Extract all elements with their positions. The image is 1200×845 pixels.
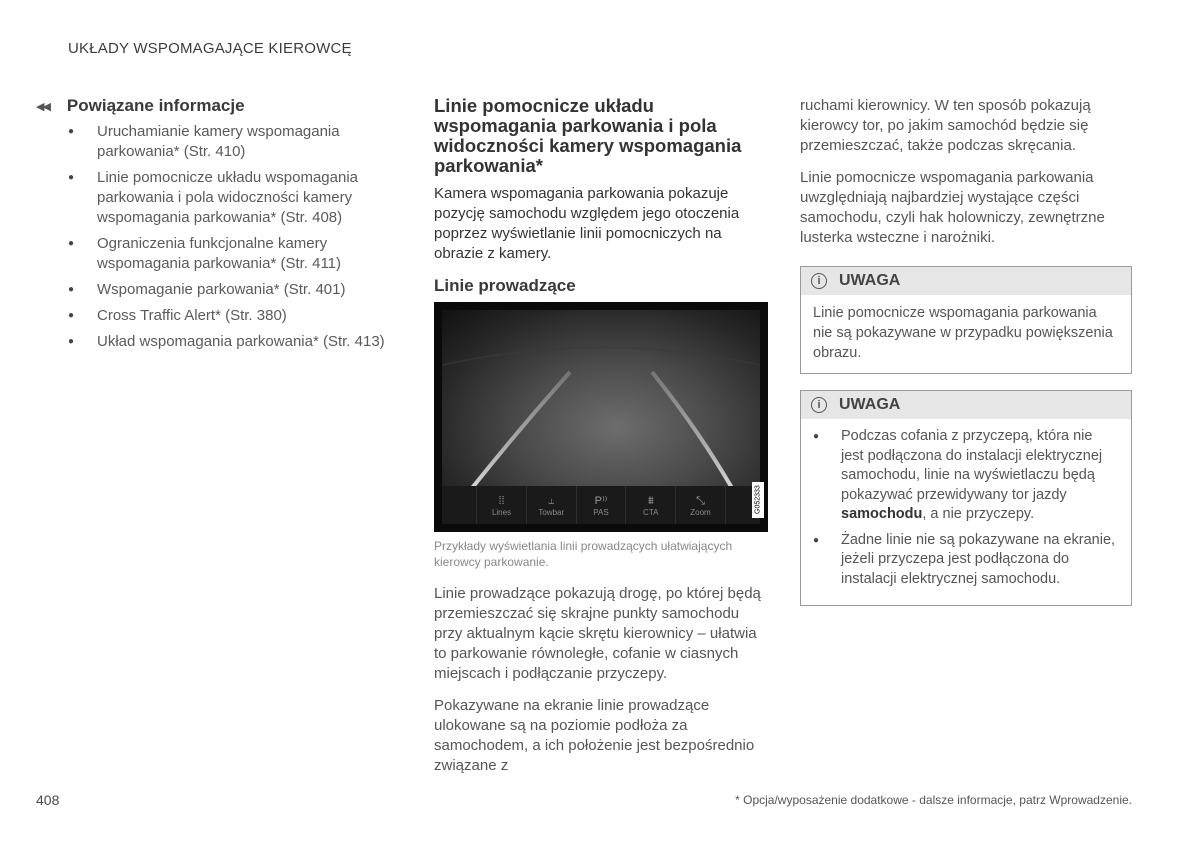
article-column bbox=[434, 96, 768, 788]
camera-button-label: Lines bbox=[491, 507, 512, 517]
double-chevron-left-icon[interactable]: ◀◀ bbox=[36, 100, 49, 113]
lines-icon: ⁞⁞ bbox=[498, 494, 505, 507]
article-paragraph: Pokazywane na ekranie linie prowadzące ulokowane są na poziomie podłoża za samochodem, a ich położenie jest bezpośrednio związane z bbox=[434, 697, 755, 774]
note-list bbox=[813, 427, 1119, 589]
article-paragraph: ruchami kierownicy. W ten sposób pokazują kierowcy tor, po jakim samochód będzie się przemieszczać, także podczas skręcania. bbox=[800, 97, 1091, 154]
camera-zoom-button[interactable] bbox=[675, 486, 725, 524]
related-link[interactable]: ● Cross Traffic Alert* (Str. 380) bbox=[68, 306, 396, 326]
article-intro: Kamera wspomagania parkowania pokazuje pozycję samochodu względem jego otoczenia poprzez wyświetlanie linii pomocniczych na obrazie z kamery. bbox=[434, 185, 740, 262]
related-info-column bbox=[36, 96, 396, 358]
image-caption: Przykłady wyświetlania linii prowadzących ułatwiających kierowcy parkowanie. bbox=[434, 539, 733, 569]
related-link[interactable]: ● Linie pomocnicze układu wspomagania parkowania i pola widoczności kamery wspomagania parkowania* (Str. 408) bbox=[68, 168, 396, 228]
related-link[interactable]: ● Układ wspomagania parkowania* (Str. 413) bbox=[68, 332, 396, 352]
guide-line-right bbox=[652, 372, 732, 488]
camera-pas-button[interactable] bbox=[576, 486, 626, 524]
note-body bbox=[801, 295, 1131, 373]
towbar-icon: ⥿ bbox=[548, 494, 555, 507]
page-number: 408 bbox=[36, 792, 60, 808]
note-header bbox=[801, 267, 1131, 295]
note-list-item bbox=[813, 427, 1119, 525]
camera-toolbar-spacer bbox=[442, 486, 476, 524]
article-paragraph: Linie pomocnicze wspomagania parkowania uwzględniają najbardziej wystające części samochodu, czyli hak holowniczy, zewnętrzne lusterka wsteczne i narożniki. bbox=[800, 169, 1105, 246]
camera-cta-button[interactable] bbox=[625, 486, 675, 524]
subheading-guide-lines: Linie prowadzące bbox=[434, 276, 576, 295]
camera-towbar-button[interactable] bbox=[526, 486, 576, 524]
note-title: UWAGA bbox=[839, 396, 901, 413]
note-text: Linie pomocnicze wspomagania parkowania nie są pokazywane w przypadku powiększenia obrazu. bbox=[813, 305, 1113, 361]
guide-line-left bbox=[472, 372, 570, 488]
note-body bbox=[801, 419, 1131, 605]
camera-toolbar bbox=[442, 486, 760, 524]
info-icon: i bbox=[811, 397, 827, 413]
camera-button-label: Zoom bbox=[690, 507, 711, 517]
note-box bbox=[800, 390, 1132, 606]
related-link[interactable]: ● Ograniczenia funkcjonalne kamery wspomagania parkowania* (Str. 411) bbox=[68, 234, 396, 274]
camera-button-label: Towbar bbox=[538, 507, 565, 517]
camera-button-label: CTA bbox=[643, 507, 659, 517]
note-title: UWAGA bbox=[839, 272, 901, 289]
related-link[interactable]: ● Wspomaganie parkowania* (Str. 401) bbox=[68, 280, 396, 300]
note-list-item: ● Żadne linie nie są pokazywane na ekranie, jeżeli przyczepa jest podłączona do instalacji elektrycznej samochodu. bbox=[813, 531, 1119, 590]
note-emphasis: samochodu bbox=[841, 506, 923, 522]
related-links-list bbox=[36, 122, 396, 352]
article-title: Linie pomocnicze układu wspomagania parkowania i pola widoczności kamery wspomagania parkowania* bbox=[434, 95, 742, 176]
camera-button-label: PAS bbox=[593, 507, 609, 517]
cross-traffic-icon: ⩩ bbox=[647, 494, 654, 507]
article-paragraph: Linie prowadzące pokazują drogę, po której będą przemieszczać się skrajne punkty samochodu przy aktualnym kącie skrętu kierownicy – ułatwia to parkowanie równoległe, cofanie w ciasnych miejscach i podłączanie przyczepy. bbox=[434, 585, 761, 682]
related-link[interactable]: ● Uruchamianie kamery wspomagania parkowania* (Str. 410) bbox=[68, 122, 396, 162]
camera-lines-button[interactable] bbox=[476, 486, 526, 524]
related-info-heading bbox=[36, 96, 396, 116]
note-text: , a nie przyczepy. bbox=[922, 506, 1035, 522]
note-header bbox=[801, 391, 1131, 419]
image-code: G052333 bbox=[752, 482, 764, 518]
info-icon: i bbox=[811, 273, 827, 289]
zoom-icon: ⤡ bbox=[696, 494, 705, 507]
note-box bbox=[800, 266, 1132, 374]
section-header: UKŁADY WSPOMAGAJĄCE KIEROWCĘ bbox=[68, 40, 352, 57]
note-text: Podczas cofania z przyczepą, która nie jest podłączona do instalacji elektrycznej samochodu, linie na wyświetlaczu będą pokazywać przewidywany tor jazdy bbox=[841, 428, 1103, 503]
park-assist-icon: P⁾⁾ bbox=[594, 494, 608, 507]
right-column bbox=[800, 96, 1132, 622]
related-info-title: Powiązane informacje bbox=[66, 96, 245, 115]
parking-camera-image bbox=[434, 302, 768, 532]
footnote: * Opcja/wyposażenie dodatkowe - dalsze informacje, patrz Wprowadzenie. bbox=[735, 793, 1132, 807]
